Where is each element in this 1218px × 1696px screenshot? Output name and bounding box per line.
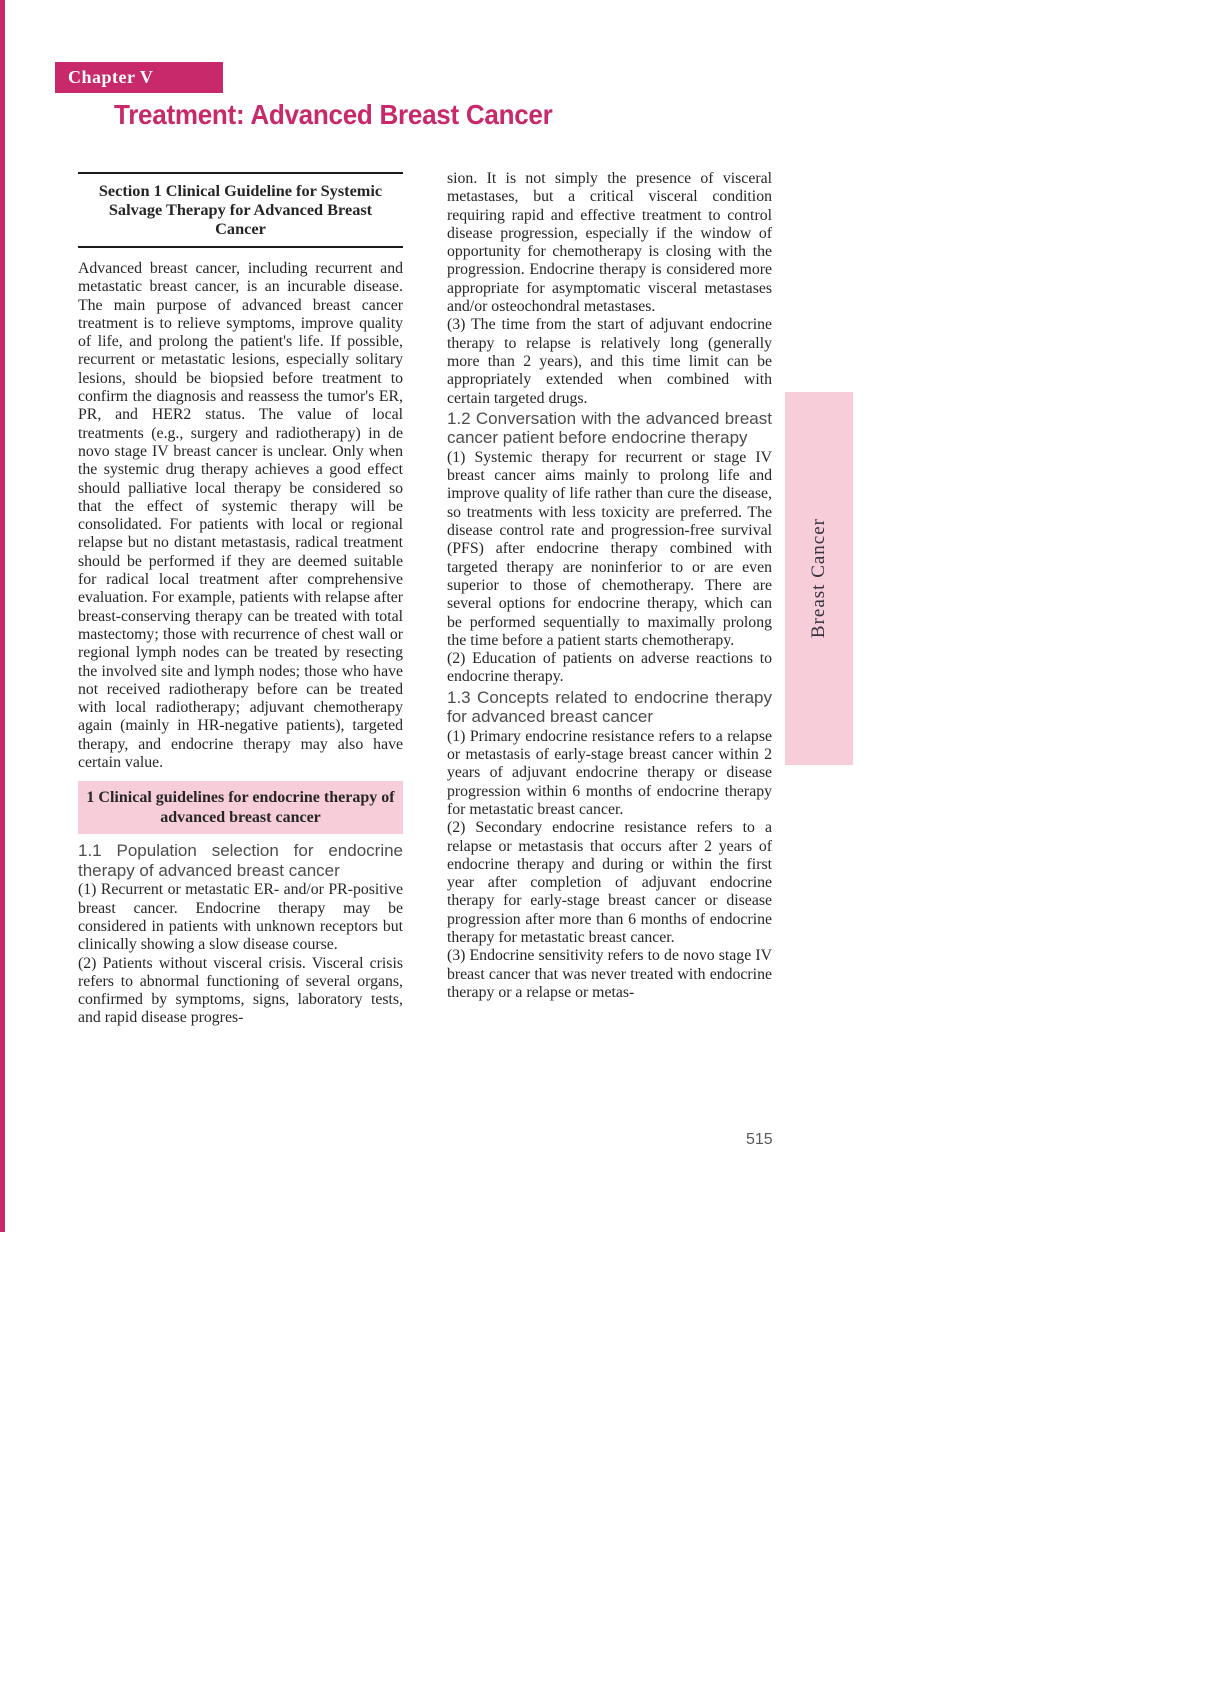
paragraph-1-1-1: (1) Recurrent or metastatic ER- and/or PR-positive breast cancer. Endocrine therapy may be considered in patients with unknown receptors but clinically showing a slow disease course. [78,881,403,954]
paragraph-1-2-1: (1) Systemic therapy for recurrent or stage IV breast cancer aims mainly to prolong life and improve quality of life rather than cure the disease, so treatments with less toxicity are preferred. The disease control rate and progression-free survival (PFS) after endocrine therapy combined with targeted therapy are noninferior to or are even superior to those of chemotherapy. There are several options for endocrine therapy, which can be performed sequentially to maximally prolong the time before a patient starts chemotherapy. [447,448,772,649]
page-number: 515 [746,1131,773,1148]
endocrine-guidelines-heading: 1 Clinical guidelines for endocrine therapy of advanced breast cancer [78,781,403,834]
left-accent-bar [0,0,5,1232]
paragraph-1-3-1: (1) Primary endocrine resistance refers to a relapse or metastasis of early-stage breast cancer within 2 years of adjuvant endocrine therapy or disease progression within 6 months of endocrine therapy for metastatic breast cancer. [447,727,772,818]
paragraph-1-3-3: (3) Endocrine sensitivity refers to de novo stage IV breast cancer that was never treated with endocrine therapy or a relapse or metas- [447,947,772,1001]
breast-cancer-tab-label: Breast Cancer [808,518,829,639]
paragraph-1-1-2-continued: sion. It is not simply the presence of visceral metastases, but a critical visceral condition requiring rapid and effective treatment to control disease progression, especially if the window of opportunity for chemotherapy is closing with the progression. Endocrine therapy is considered more appropriate for asymptomatic visceral metastases and/or osteochondral metastases. [447,170,772,316]
heading-1-2: 1.2 Conversation with the advanced breast cancer patient before endocrine therapy [447,408,772,448]
heading-1-1: 1.1 Population selection for endocrine therapy of advanced breast cancer [78,841,403,880]
breast-cancer-section-tab [785,392,853,765]
section-1-header: Section 1 Clinical Guideline for Systemic Salvage Therapy for Advanced Breast Cancer [78,172,403,248]
paragraph-1-2-2: (2) Education of patients on adverse reactions to endocrine therapy. [447,650,772,686]
heading-1-3: 1.3 Concepts related to endocrine therapy for advanced breast cancer [447,687,772,727]
paragraph-1-3-2: (2) Secondary endocrine resistance refers to a relapse or metastasis that occurs after 2 years of endocrine therapy and during or within the first year after completion of adjuvant endocrine therapy for early-stage breast cancer or disease progression after more than 6 months of endocrine therapy for metastatic breast cancer. [447,819,772,946]
chapter-badge: Chapter V [55,62,223,93]
page-title: Treatment: Advanced Breast Cancer [114,99,553,130]
intro-paragraph: Advanced breast cancer, including recurrent and metastatic breast cancer, is an incurable disease. The main purpose of advanced breast cancer treatment is to relieve symptoms, improve quality of life, and prolong the patient's life. If possible, recurrent or metastatic lesions, especially solitary lesions, should be biopsied before treatment to confirm the diagnosis and reassess the tumor's ER, PR, and HER2 status. The value of local treatments (e.g., surgery and radiotherapy) in de novo stage IV breast cancer is unclear. Only when the systemic drug therapy achieves a good effect should palliative local therapy be considered so that the effect of systemic therapy will be consolidated. For patients with local or regional relapse but no distant metastasis, radical treatment should be performed if they are deemed suitable for radical local treatment after comprehensive evaluation. For example, patients with relapse after breast-conserving therapy can be treated with total mastectomy; those with recurrence of chest wall or regional lymph nodes can be treated by resecting the involved site and lymph nodes; those who have not received radiotherapy before can be treated with local radiotherapy; adjuvant chemotherapy again (mainly in HR-negative patients), targeted therapy, and endocrine therapy may also have certain value. [78,260,403,772]
left-column [78,172,403,1028]
paragraph-1-1-2: (2) Patients without visceral crisis. Visceral crisis refers to abnormal functioning of several organs, confirmed by symptoms, signs, laboratory tests, and rapid disease progres- [78,954,403,1027]
right-column [447,170,772,1002]
paragraph-1-1-3: (3) The time from the start of adjuvant endocrine therapy to relapse is relatively long (generally more than 2 years), and this time limit can be appropriately extended when combined with certain targeted drugs. [447,316,772,407]
